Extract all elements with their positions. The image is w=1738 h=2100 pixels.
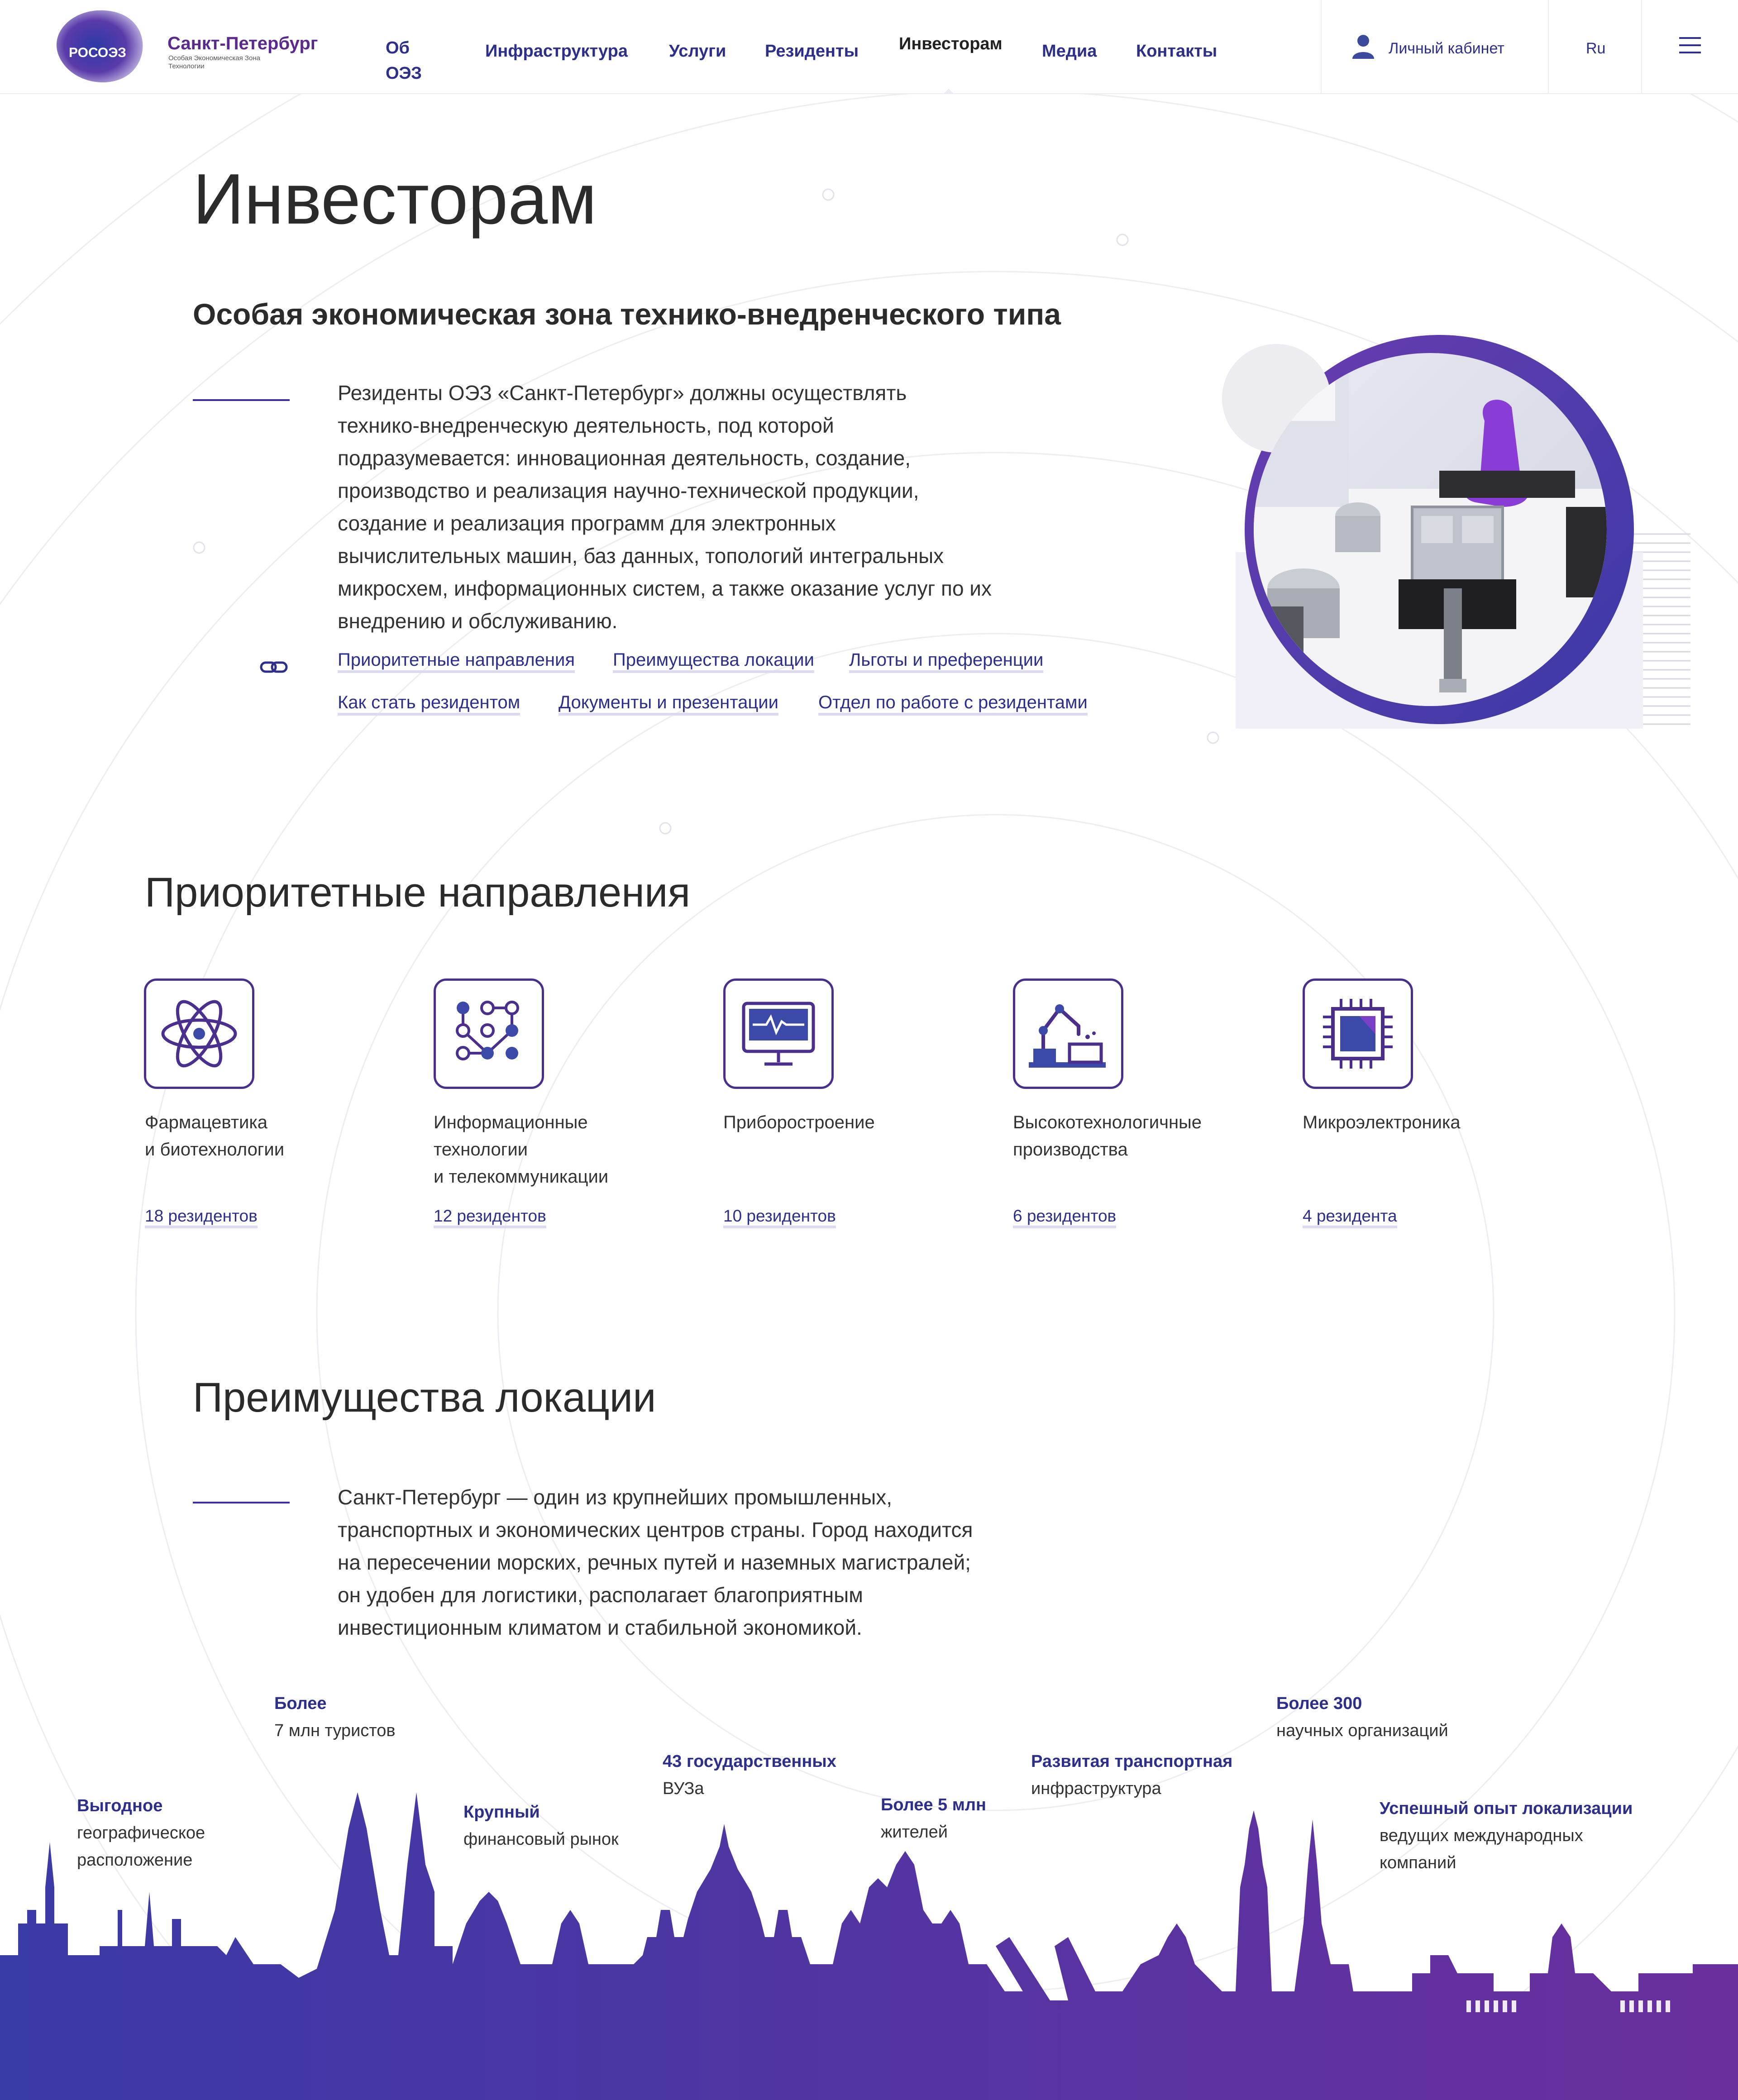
label-line: технологии (434, 1140, 528, 1160)
location-text (338, 1481, 1152, 1644)
section-rule (193, 399, 290, 401)
intro-line: технико-внедренческую деятельность, под которой (338, 414, 834, 437)
pharma-card-icon[interactable] (144, 978, 254, 1089)
anchor-link-resident-department[interactable]: Отдел по работе с резидентами (818, 692, 1088, 716)
location-line: Санкт-Петербург — один из крупнейших промышленных, (338, 1485, 893, 1509)
site-header (0, 0, 1738, 94)
microelectronics-resident-count[interactable]: 4 резидента (1303, 1207, 1397, 1228)
pharma-resident-count[interactable]: 18 резидентов (145, 1207, 258, 1228)
hightech-card-icon[interactable] (1013, 978, 1123, 1089)
advantage-title: Выгодное (77, 1796, 163, 1815)
robot-arm-icon (1015, 981, 1121, 1087)
microelectronics-card-icon[interactable] (1303, 978, 1413, 1089)
advantage-text: ведущих международных (1380, 1826, 1583, 1845)
nav-services[interactable]: Услуги (669, 42, 726, 61)
location-line: он удобен для логистики, располагает благоприятным (338, 1583, 863, 1607)
nav-about[interactable]: Об ОЭЗ (386, 38, 422, 83)
instrument-label (723, 1109, 875, 1136)
anchor-link-documents[interactable]: Документы и презентации (559, 692, 778, 716)
language-switch[interactable]: Ru (1586, 40, 1606, 57)
anchor-link-advantages[interactable]: Преимущества локации (613, 650, 814, 673)
header-divider (1548, 0, 1549, 94)
advantage-title: Развитая транспортная (1031, 1752, 1233, 1771)
logo-text: РОСОЭЗ (69, 45, 126, 60)
personal-account-link[interactable]: Личный кабинет (1389, 40, 1504, 57)
label-line: Приборостроение (723, 1112, 875, 1132)
intro-line: микросхем, информационных систем, а также оказание услуг по их (338, 577, 992, 600)
advantage-title: 43 государственных (663, 1752, 836, 1771)
label-line: Фармацевтика (145, 1112, 268, 1132)
advantage-science (1276, 1690, 1448, 1744)
nav-investors[interactable]: Инвесторам (899, 34, 1003, 53)
advantage-text: жителей (881, 1823, 948, 1842)
link-chain-icon (260, 659, 289, 675)
location-section-title: Преимущества локации (193, 1375, 656, 1421)
advantage-tourists (274, 1690, 396, 1744)
anchor-link-become-resident[interactable]: Как стать резидентом (338, 692, 520, 716)
menu-icon[interactable] (1679, 37, 1701, 56)
microelectronics-label (1303, 1109, 1461, 1136)
instrument-resident-count[interactable]: 10 резидентов (723, 1207, 836, 1228)
pharma-label (145, 1109, 284, 1163)
advantage-localization (1380, 1795, 1633, 1876)
atom-icon (146, 981, 252, 1087)
advantage-title: Крупный (463, 1803, 540, 1822)
nav-residents[interactable]: Резиденты (765, 42, 859, 61)
intro-line: подразумевается: инновационная деятельность, создание, (338, 446, 911, 470)
advantage-title: Более 300 (1276, 1694, 1362, 1713)
intro-line: внедрению и обслуживанию. (338, 609, 618, 633)
label-line: и телекоммуникации (434, 1167, 609, 1187)
priority-section-title: Приоритетные направления (145, 869, 691, 916)
label-line: Микроэлектроника (1303, 1112, 1461, 1132)
label-line: производства (1013, 1140, 1128, 1160)
hightech-resident-count[interactable]: 6 резидентов (1013, 1207, 1116, 1228)
location-line: инвестиционным климатом и стабильной экономикой. (338, 1616, 862, 1639)
advantage-text: географическое (77, 1823, 205, 1842)
advantage-title: Успешный опыт локализации (1380, 1799, 1633, 1818)
intro-line: производство и реализация научно-технической продукции, (338, 479, 919, 502)
logo-city-name: Санкт-Петербург (167, 33, 318, 53)
rosoez-logo[interactable] (42, 4, 155, 87)
advantage-title: Более 5 млн (881, 1795, 986, 1814)
label-line: Высокотехнологичные (1013, 1112, 1202, 1132)
location-line: транспортных и экономических центров страны. Город находится (338, 1518, 973, 1542)
advantage-text: научных организаций (1276, 1721, 1448, 1740)
advantage-financial-market (463, 1799, 619, 1853)
it-resident-count[interactable]: 12 резидентов (434, 1207, 546, 1228)
anchor-link-benefits[interactable]: Льготы и преференции (849, 650, 1043, 673)
advantage-text: компаний (1380, 1853, 1456, 1872)
hightech-label (1013, 1109, 1202, 1163)
advantage-transport (1031, 1748, 1232, 1802)
page-title: Инвесторам (193, 159, 597, 239)
advantage-text: 7 млн туристов (274, 1721, 396, 1740)
intro-line: Резиденты ОЭЗ «Санкт-Петербург» должны осуществлять (338, 381, 907, 405)
nav-infrastructure[interactable]: Инфраструктура (485, 42, 628, 61)
advantage-population (881, 1791, 986, 1846)
active-nav-caret (943, 89, 954, 94)
section-rule (193, 1502, 290, 1503)
it-card-icon[interactable] (434, 978, 544, 1089)
header-divider (1641, 0, 1642, 94)
intro-text (338, 377, 1107, 637)
hero-lab-illustration (1204, 317, 1697, 751)
advantage-geography (77, 1792, 205, 1874)
user-icon[interactable] (1351, 33, 1375, 59)
header-divider (1321, 0, 1322, 94)
it-label (434, 1109, 608, 1190)
logo-subtitle: Особая Экономическая Зона Технологии (168, 54, 260, 70)
advantage-text: инфраструктура (1031, 1779, 1161, 1798)
microchip-icon (1305, 981, 1411, 1087)
advantage-text: ВУЗа (663, 1779, 704, 1798)
network-nodes-icon (436, 981, 542, 1087)
label-line: Информационные (434, 1112, 588, 1132)
location-line: на пересечении морских, речных путей и наземных магистралей; (338, 1551, 971, 1574)
anchor-link-priority[interactable]: Приоритетные направления (338, 650, 575, 673)
advantage-universities (663, 1748, 836, 1802)
nav-media[interactable]: Медиа (1042, 42, 1097, 61)
advantage-title: Более (274, 1694, 327, 1713)
page-subtitle: Особая экономическая зона технико-внедренческого типа (193, 297, 1061, 331)
monitor-pulse-icon (726, 981, 831, 1087)
intro-line: создание и реализация программ для электронных (338, 511, 836, 535)
advantage-text: финансовый рынок (463, 1830, 619, 1849)
intro-line: вычислительных машин, баз данных, топологий интегральных (338, 544, 944, 568)
nav-contacts[interactable]: Контакты (1136, 42, 1218, 61)
instrument-card-icon[interactable] (723, 978, 834, 1089)
label-line: и биотехнологии (145, 1140, 285, 1160)
advantage-text: расположение (77, 1851, 193, 1870)
